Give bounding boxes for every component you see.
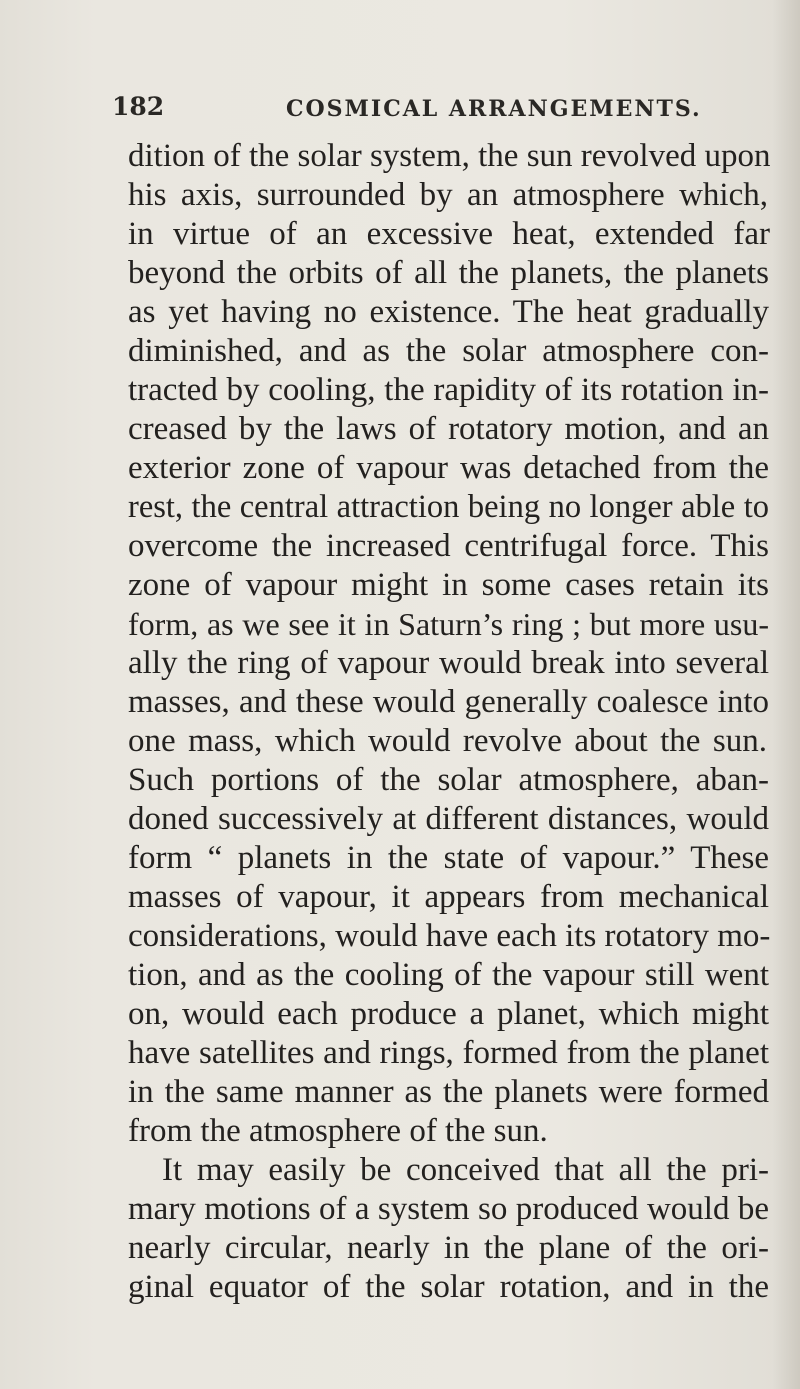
text-line: zone of vapour might in some cases retain its [128,567,769,603]
text-line: have satellites and rings, formed from the planet [128,1035,769,1071]
text-line: form, as we see it in Saturn’s ring ; but more usu- [128,606,769,642]
text-line: dition of the solar system, the sun revolved upon [128,138,771,174]
text-line: It may easily be conceived that all the pri- [162,1152,769,1188]
text-line: form “ planets in the state of vapour.” These [128,840,769,876]
text-line: tion, and as the cooling of the vapour still went [128,957,769,993]
text-line: masses, and these would generally coalesce into [128,684,769,720]
text-line: considerations, would have each its rotatory mo- [128,918,771,954]
text-line: beyond the orbits of all the planets, the planets [128,255,769,291]
text-line: mary motions of a system so produced would be [128,1191,769,1227]
text-line: masses of vapour, it appears from mechanical [128,879,769,915]
text-line: from the atmosphere of the sun. [128,1113,548,1149]
text-line: Such portions of the solar atmosphere, aban- [128,762,769,798]
text-line: one mass, which would revolve about the sun. [128,723,767,759]
text-line: doned successively at different distances, would [128,801,769,837]
text-line: his axis, surrounded by an atmosphere which, [128,177,768,213]
text-line: diminished, and as the solar atmosphere con- [128,333,769,369]
body-text [0,137,800,1337]
page-header [112,92,732,132]
text-line: exterior zone of vapour was detached from the [128,450,769,486]
text-line: nearly circular, nearly in the plane of the ori- [128,1230,769,1266]
text-line: overcome the increased centrifugal force. This [128,528,769,564]
text-line: creased by the laws of rotatory motion, and an [128,411,769,447]
text-line: in the same manner as the planets were formed [128,1074,769,1110]
text-line: rest, the central attraction being no longer able to [128,489,769,525]
text-line: in virtue of an excessive heat, extended far [128,216,770,252]
text-line: ally the ring of vapour would break into several [128,645,769,681]
text-line: tracted by cooling, the rapidity of its rotation in- [128,372,769,408]
text-line: on, would each produce a planet, which might [128,996,769,1032]
text-line: as yet having no existence. The heat gradually [128,294,769,330]
text-line: ginal equator of the solar rotation, and in the [128,1269,769,1305]
page-number: 182 [112,92,165,121]
running-head: COSMICAL ARRANGEMENTS. [286,96,702,122]
